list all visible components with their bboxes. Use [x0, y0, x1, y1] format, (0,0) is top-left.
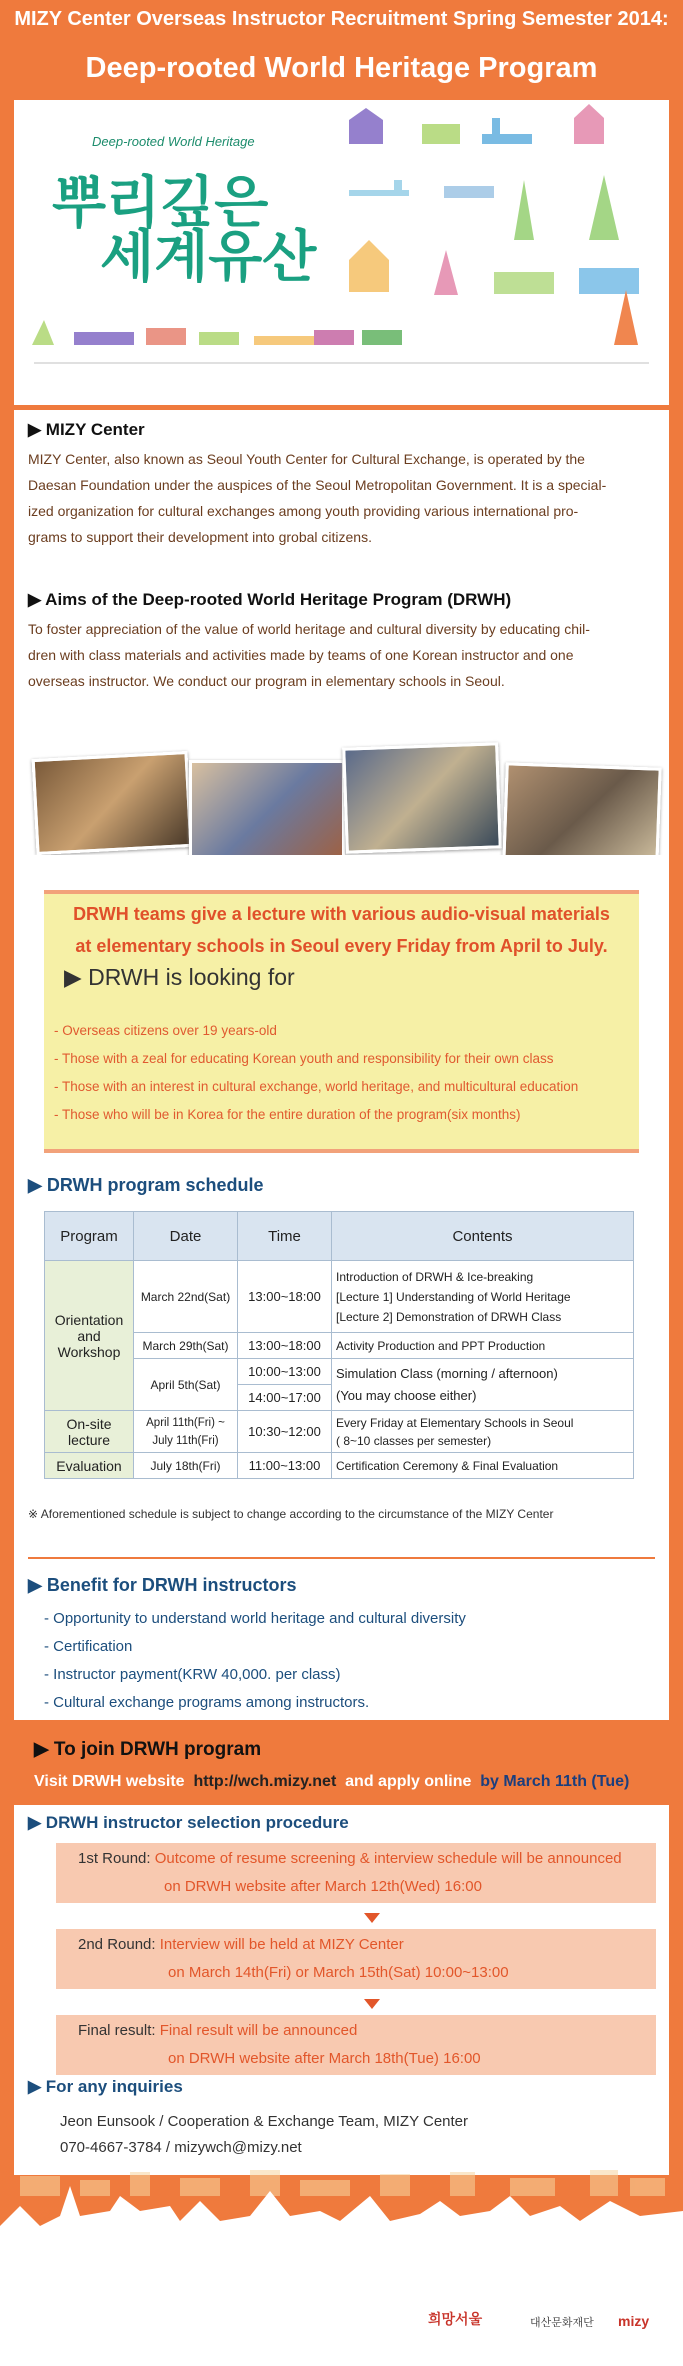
- schedule-note: ※ Aforementioned schedule is subject to change according to the circumstance of the MIZY Center: [28, 1507, 554, 1521]
- divider: [28, 1557, 655, 1559]
- contact-email[interactable]: 070-4667-3784 / mizywch@mizy.net: [60, 2139, 302, 2156]
- aims-section-title: ▶ Aims of the Deep-rooted World Heritage Program (DRWH): [28, 590, 512, 609]
- procedure-title: ▶ DRWH instructor selection procedure: [28, 1813, 349, 1832]
- logo-korean-line2: 세계유산: [100, 225, 317, 290]
- classroom-photo-4: [502, 762, 661, 868]
- mizy-description: MIZY Center, also known as Seoul Youth Center for Cultural Exchange, is operated by the Daesan Foundation under the auspices of the Seoul Metropolitan Government. It is a special- ized organization for cultural exchanges among youth providing various international pro- grams to support their development into grobal citizens.: [28, 451, 607, 545]
- schedule-header-row: [45, 1212, 634, 1261]
- looking-for-box: [44, 890, 639, 1153]
- intro-panel: [14, 410, 669, 855]
- logo-korean-line1: 뿌리깊은: [52, 171, 269, 236]
- join-title: ▶ To join DRWH program: [34, 1739, 262, 1760]
- program-orientation: Orientation and Workshop: [45, 1261, 134, 1411]
- logo-mizy: mizy: [618, 2313, 650, 2329]
- table-row: 14:00~17:00: [45, 1385, 634, 1411]
- hero-illustration: [14, 100, 669, 405]
- schedule-title: ▶ DRWH program schedule: [28, 1175, 264, 1195]
- final-result-box: Final result: Final result will be announced on DRWH website after March 18th(Tue) 16:00: [56, 2015, 656, 2075]
- program-onsite: On-site lecture: [45, 1411, 134, 1453]
- benefit-list: - Opportunity to understand world heritage and cultural diversity - Certification - Instructor payment(KRW 40,000. per class) - Cultural exchange programs among instructors.: [44, 1610, 466, 1711]
- col-time: Time: [238, 1212, 332, 1261]
- benefit-title: ▶ Benefit for DRWH instructors: [28, 1575, 297, 1595]
- table-row: March 29th(Sat) 13:00~18:00 Activity Production and PPT Production: [45, 1333, 634, 1359]
- footer-skyline: [0, 2166, 683, 2366]
- lecture-line1: DRWH teams give a lecture with various audio-visual materials: [73, 904, 610, 924]
- table-row: Evaluation July 18th(Fri) 11:00~13:00 Certification Ceremony & Final Evaluation: [45, 1453, 634, 1479]
- inquiries-title: ▶ For any inquiries: [28, 2077, 183, 2096]
- procedure-panel: [14, 1805, 669, 2175]
- step-arrow-icon: [364, 1999, 380, 2009]
- col-program: Program: [45, 1212, 134, 1261]
- round2-box: 2nd Round: Interview will be held at MIZY Center on March 14th(Fri) or March 15th(Sat) 10:00~13:00: [56, 1929, 656, 1989]
- program-evaluation: Evaluation: [45, 1453, 134, 1479]
- schedule-table: [44, 1211, 634, 1479]
- looking-for-title: ▶ DRWH is looking for: [64, 964, 295, 990]
- step-arrow-icon: [364, 1913, 380, 1923]
- recruitment-panel: [14, 855, 669, 1720]
- join-line: Visit DRWH website http://wch.mizy.net and apply online by March 11th (Tue): [34, 1773, 630, 1790]
- aims-description: To foster appreciation of the value of world heritage and cultural diversity by educating chil- dren with class materials and activities made by teams of one Korean instructor and one overseas instructor. We conduct our program in elementary schools in Seoul.: [28, 621, 590, 689]
- header-title: Deep-rooted World Heritage Program: [85, 52, 598, 84]
- heritage-logo: [52, 134, 317, 290]
- classroom-photo-2: [189, 760, 345, 866]
- table-row: On-site lecture April 11th(Fri) ~ July 11th(Fri) 10:30~12:00 Every Friday at Elementary Schools in Seoul ( 8~10 classes per semester): [45, 1411, 634, 1453]
- classroom-photo-1: [32, 751, 193, 855]
- col-contents: Contents: [332, 1212, 634, 1261]
- inquiries-contact: Jeon Eunsook / Cooperation & Exchange Team, MIZY Center 070-4667-3784 / mizywch@mizy.net: [60, 2109, 468, 2161]
- logo-caption: Deep-rooted World Heritage: [92, 134, 255, 149]
- hero-panel: [14, 100, 669, 405]
- round1-box: 1st Round: Outcome of resume screening & interview schedule will be announced on DRWH website after March 12th(Wed) 16:00: [56, 1843, 656, 1903]
- looking-for-list: - Overseas citizens over 19 years-old - Those with a zeal for educating Korean youth and responsibility for their own class - Those with an interest in cultural exchange, world heritage, and multicultural education - Those who will be in Korea for the entire duration of the program(six months): [54, 1023, 579, 1122]
- table-row: April 5th(Sat) 10:00~13:00 Simulation Class (morning / afternoon) (You may choose either): [45, 1359, 634, 1385]
- col-date: Date: [134, 1212, 238, 1261]
- logo-hope-seoul: 희망서울: [428, 2311, 483, 2327]
- lecture-line2: at elementary schools in Seoul every Friday from April to July.: [75, 936, 608, 956]
- table-row: Orientation and Workshop March 22nd(Sat) 13:00~18:00 Introduction of DRWH & Ice-breaking [Lecture 1] Understanding of World Heritage [Lecture 2] Demonstration of DRWH Class: [45, 1261, 634, 1333]
- mizy-section-title: ▶ MIZY Center: [28, 420, 145, 439]
- logo-daesan: 대산문화재단: [530, 2317, 594, 2329]
- header-line1: MIZY Center Overseas Instructor Recruitment Spring Semester 2014:: [14, 8, 669, 30]
- classroom-photo-3: [342, 742, 502, 853]
- website-link[interactable]: http://wch.mizy.net: [193, 1773, 337, 1790]
